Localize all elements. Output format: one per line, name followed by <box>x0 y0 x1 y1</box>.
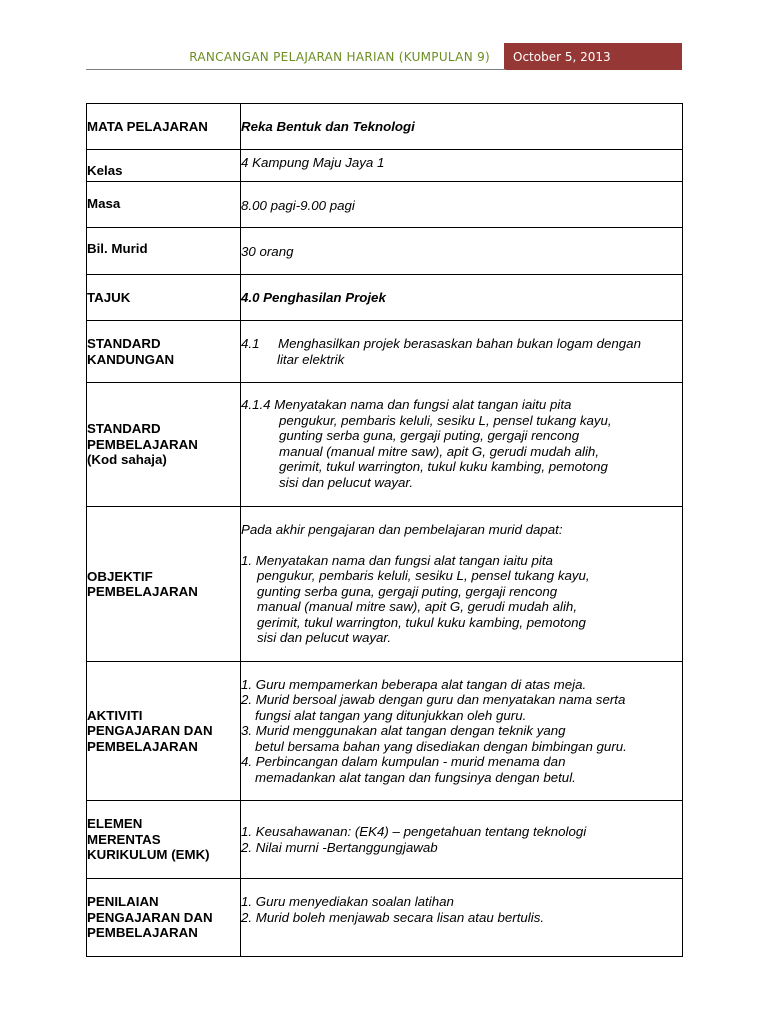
row-masa <box>87 182 683 228</box>
label-standard-pembelajaran-line-1: STANDARD <box>87 421 161 437</box>
standard-pembelajaran-line-4: manual (manual mitre saw), apit G, gerudi mudah alih, <box>279 443 600 459</box>
objektif-line-1: 1. Menyatakan nama dan fungsi alat tangan iaitu pita <box>241 552 553 568</box>
label-penilaian-line-3: PEMBELAJARAN <box>87 925 198 941</box>
standard-kandungan-line-1: Menghasilkan projek berasaskan bahan bukan logam dengan <box>278 336 641 351</box>
label-aktiviti-line-2: PENGAJARAN DAN <box>87 723 213 739</box>
standard-kandungan-item <box>241 336 682 352</box>
standard-kandungan-line-2: litar elektrik <box>277 351 345 367</box>
label-emk <box>87 801 241 879</box>
row-penilaian <box>87 879 683 957</box>
objektif-line-4: manual (manual mitre saw), apit G, gerudi mudah alih, <box>257 599 578 614</box>
row-tajuk <box>87 275 683 321</box>
standard-pembelajaran-line-3: gunting serba guna, gergaji puting, gergaji rencong <box>279 428 580 443</box>
label-standard-pembelajaran <box>87 383 241 507</box>
label-kelas-text: Kelas <box>87 163 123 178</box>
label-tajuk: TAJUK <box>87 275 241 321</box>
row-standard-kandungan <box>87 321 683 383</box>
label-standard-kandungan-line-1: STANDARD <box>87 336 161 351</box>
penilaian-line-1: 1. Guru menyediakan soalan latihan <box>241 894 454 909</box>
label-penilaian <box>87 879 241 957</box>
row-emk <box>87 801 683 879</box>
header-title: RANCANGAN PELAJARAN HARIAN (KUMPULAN 9) <box>189 50 490 64</box>
label-masa: Masa <box>87 182 241 228</box>
row-objektif <box>87 507 683 662</box>
label-aktiviti-line-3: PEMBELAJARAN <box>87 738 198 754</box>
objektif-intro: Pada akhir pengajaran dan pembelajaran murid dapat: <box>241 522 563 537</box>
label-kelas <box>87 150 241 182</box>
label-standard-kandungan-line-2: KANDUNGAN <box>87 351 175 367</box>
standard-pembelajaran-line-5: gerimit, tukul warrington, tukul kuku kambing, pemotong <box>279 459 608 474</box>
aktiviti-line-2: 2. Murid bersoal jawab dengan guru dan menyatakan nama serta <box>241 692 626 708</box>
aktiviti-line-3: fungsi alat tangan yang ditunjukkan oleh guru. <box>255 707 527 723</box>
aktiviti-line-4: 3. Murid menggunakan alat tangan dengan teknik yang <box>241 723 566 739</box>
penilaian-line-2: 2. Murid boleh menjawab secara lisan atau bertulis. <box>241 909 545 925</box>
aktiviti-line-7: memadankan alat tangan dan fungsinya dengan betul. <box>255 769 576 785</box>
value-penilaian <box>241 879 683 957</box>
aktiviti-line-5: betul bersama bahan yang disediakan dengan bimbingan guru. <box>255 738 627 754</box>
lesson-plan-table <box>86 103 683 957</box>
label-objektif-line-1: OBJEKTIF <box>87 568 153 584</box>
standard-pembelajaran-line-2: pengukur, pembaris keluli, sesiku L, pensel tukang kayu, <box>279 412 612 428</box>
emk-line-2: 2. Nilai murni -Bertanggungjawab <box>241 839 438 855</box>
row-kelas <box>87 150 683 182</box>
header-date-badge: October 5, 2013 <box>504 43 682 70</box>
label-objektif-line-2: PEMBELAJARAN <box>87 584 198 599</box>
row-mata-pelajaran <box>87 104 683 150</box>
standard-pembelajaran-line-1: 4.1.4 Menyatakan nama dan fungsi alat tangan iaitu pita <box>241 397 572 412</box>
row-standard-pembelajaran <box>87 383 683 507</box>
objektif-line-6: sisi dan pelucut wayar. <box>257 630 392 645</box>
page-header <box>86 43 682 70</box>
standard-pembelajaran-line-6: sisi dan pelucut wayar. <box>279 474 414 490</box>
value-standard-pembelajaran <box>241 383 683 507</box>
row-aktiviti <box>87 662 683 801</box>
label-penilaian-line-2: PENGAJARAN DAN <box>87 909 213 925</box>
label-aktiviti-line-1: AKTIVITI <box>87 707 143 723</box>
row-bil-murid <box>87 228 683 275</box>
value-emk <box>241 801 683 879</box>
value-mata-pelajaran: Reka Bentuk dan Teknologi <box>241 104 683 150</box>
label-emk-line-3: KURIKULUM (EMK) <box>87 847 210 863</box>
label-emk-line-2: MERENTAS <box>87 831 161 847</box>
emk-line-1: 1. Keusahawanan: (EK4) – pengetahuan tentang teknologi <box>241 824 587 839</box>
header-divider <box>86 69 506 70</box>
label-standard-pembelajaran-line-3: (Kod sahaja) <box>87 452 167 468</box>
objektif-spacer <box>241 538 682 553</box>
label-emk-line-1: ELEMEN <box>87 816 143 832</box>
aktiviti-line-1: 1. Guru mempamerkan beberapa alat tangan di atas meja. <box>241 676 587 692</box>
objektif-line-2: pengukur, pembaris keluli, sesiku L, pensel tukang kayu, <box>257 568 590 583</box>
value-standard-kandungan <box>241 321 683 383</box>
label-standard-pembelajaran-line-2: PEMBELAJARAN <box>87 436 198 452</box>
label-objektif <box>87 507 241 662</box>
value-masa: 8.00 pagi-9.00 pagi <box>241 182 683 228</box>
objektif-line-5: gerimit, tukul warrington, tukul kuku kambing, pemotong <box>257 614 586 630</box>
value-objektif <box>241 507 683 662</box>
value-kelas: 4 Kampung Maju Jaya 1 <box>241 150 683 182</box>
value-bil-murid: 30 orang <box>241 228 683 275</box>
value-aktiviti <box>241 662 683 801</box>
value-tajuk: 4.0 Penghasilan Projek <box>241 275 683 321</box>
label-aktiviti <box>87 662 241 801</box>
aktiviti-line-6: 4. Perbincangan dalam kumpulan - murid menama dan <box>241 754 566 770</box>
label-mata-pelajaran: MATA PELAJARAN <box>87 104 241 150</box>
label-standard-kandungan <box>87 321 241 383</box>
objektif-line-3: gunting serba guna, gergaji puting, gergaji rencong <box>257 583 558 599</box>
standard-kandungan-number: 4.1 <box>241 336 260 351</box>
label-bil-murid: Bil. Murid <box>87 228 241 275</box>
label-penilaian-line-1: PENILAIAN <box>87 894 159 910</box>
